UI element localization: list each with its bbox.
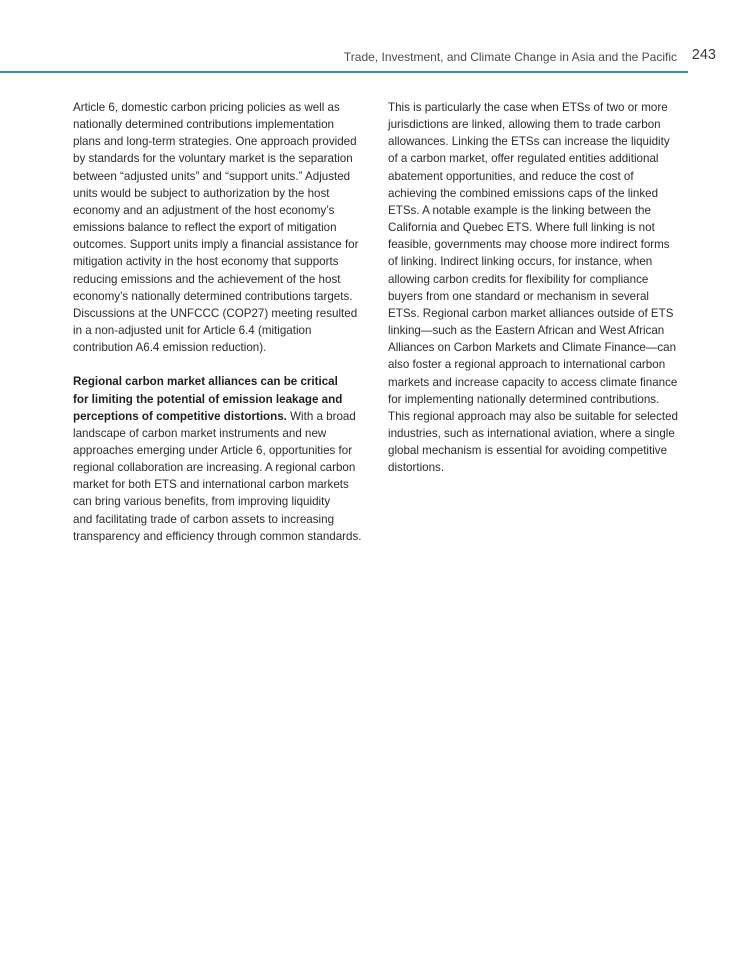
paragraph-ets-linking [388,99,678,476]
text-line: Alliances on Carbon Markets and Climate Finance—can [388,341,677,355]
text-line: linking—such as the Eastern African and West African [388,324,665,338]
text-line: Discussions at the UNFCCC (COP27) meeting resulted [73,306,358,320]
text-line: of a carbon market, offer regulated entities additional [388,152,659,166]
paragraph-regional-alliances [73,373,368,545]
page-number: 243 [691,47,716,63]
left-column [73,99,368,545]
text-line: global mechanism is essential for avoiding competitive [388,444,668,458]
text-line: Article 6, domestic carbon pricing policies as well as [73,101,340,114]
text-line: emissions balance to reflect the export of mitigation [73,221,337,235]
text-line: transparency and efficiency through common standards. [73,529,362,543]
text-line: regional collaboration are increasing. A regional carbon [73,461,356,475]
paragraph-article-6 [73,99,368,356]
text-line: jurisdictions are linked, allowing them to trade carbon [388,118,661,132]
text-line: allowing carbon credits for flexibility for compliance [388,272,649,286]
text-line: also foster a regional approach to international carbon [388,358,666,372]
text-line: of linking. Indirect linking occurs, for instance, when [388,255,653,269]
text-line: markets and increase capacity to access climate finance [388,375,678,389]
text-line: economy’s nationally determined contributions targets. [73,289,353,303]
text-line: economy and an adjustment of the host economy’s [73,203,335,217]
text-line: contribution A6.4 emission reduction). [73,341,267,355]
text-line: abatement opportunities, and reduce the cost of [388,169,634,183]
text-line: units would be subject to authorization by the host [73,186,330,200]
lead-sentence-line: Regional carbon market alliances can be critical [73,375,338,389]
text-line: ETSs. A notable example is the linking between the [388,203,651,217]
text-line: allowances. Linking the ETSs can increase the liquidity [388,135,670,149]
text-line: plans and long-term strategies. One approach provided [73,135,357,149]
text-line: mitigation activity in the host economy that supports [73,255,339,269]
text-line: This regional approach may also be suitable for selected [388,409,679,423]
text-line: California and Quebec ETS. Where full linking is not [388,221,655,235]
text-fragment: With a broad [286,409,356,423]
lead-sentence-line: for limiting the potential of emission leakage and [73,392,343,406]
text-line: approaches emerging under Article 6, opportunities for [73,443,353,457]
text-line: and facilitating trade of carbon assets to increasing [73,512,335,526]
text-line: ETSs. Regional carbon market alliances outside of ETS [388,306,674,320]
text-line: for implementing nationally determined contributions. [388,392,660,406]
text-line: between “adjusted units” and “support units.” Adjusted [73,169,351,183]
header-rule [0,71,688,73]
text-line: nationally determined contributions implementation [73,118,335,132]
text-line: can bring various benefits, from improving liquidity [73,495,331,509]
lead-sentence-line: perceptions of competitive distortions. [73,409,287,423]
running-title: Trade, Investment, and Climate Change in Asia and the Pacific [343,50,677,64]
right-column [388,99,678,476]
text-line: landscape of carbon market instruments and new [73,426,327,440]
text-line: in a non-adjusted unit for Article 6.4 (mitigation [73,324,312,338]
running-header [0,47,750,73]
text-line: feasible, governments may choose more indirect forms [388,238,670,252]
text-line: distortions. [388,461,445,475]
text-line: achieving the combined emissions caps of the linked [388,186,659,200]
text-line: market for both ETS and international carbon markets [73,478,349,492]
text-line: by standards for the voluntary market is the separation [73,152,353,166]
text-line: This is particularly the case when ETSs of two or more [388,101,668,114]
text-line: outcomes. Support units imply a financial assistance for [73,238,359,252]
text-line: industries, such as international aviation, where a single [388,426,675,440]
text-line: buyers from one standard or mechanism in several [388,289,649,303]
text-line: reducing emissions and the achievement of the host [73,272,341,286]
